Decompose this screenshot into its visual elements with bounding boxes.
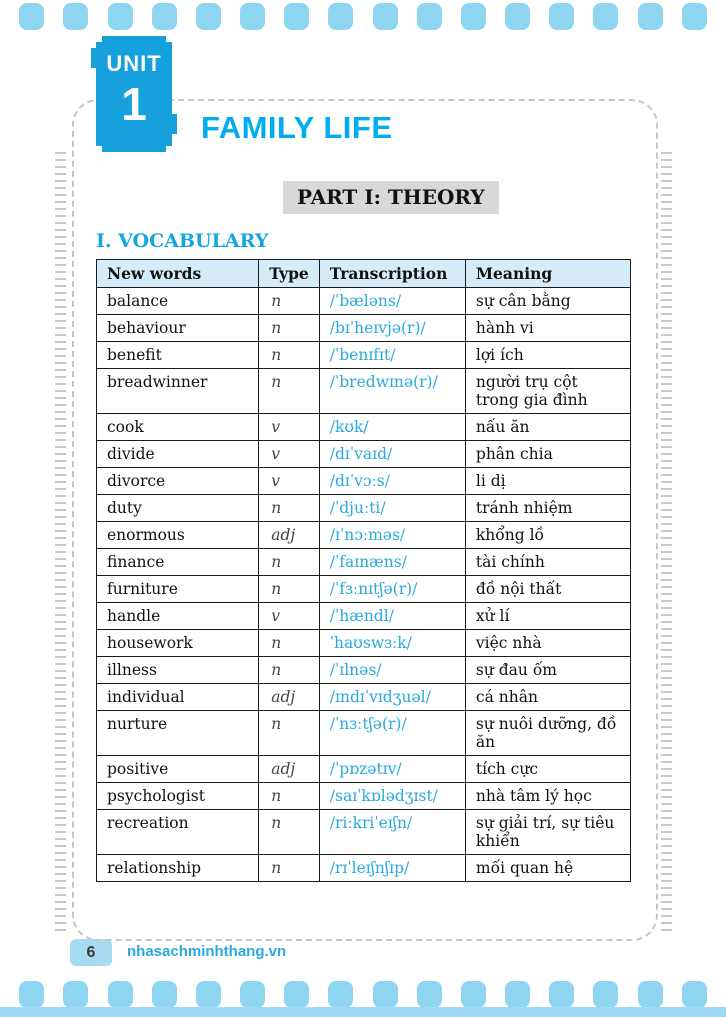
decorative-tab <box>682 3 707 30</box>
type-cell: adj <box>259 522 320 549</box>
unit-number: 1 <box>121 78 147 130</box>
word-cell: handle <box>97 603 259 630</box>
unit-badge <box>96 36 172 152</box>
word-cell: behaviour <box>97 315 259 342</box>
meaning-cell: li dị <box>465 468 630 495</box>
header-new-words: New words <box>97 260 259 288</box>
meaning-cell: mối quan hệ <box>465 855 630 882</box>
decorative-tab <box>284 3 309 30</box>
meaning-cell: nhà tâm lý học <box>465 783 630 810</box>
decorative-tab <box>19 3 44 30</box>
type-cell: n <box>259 576 320 603</box>
type-cell: n <box>259 549 320 576</box>
type-cell: v <box>259 603 320 630</box>
word-cell: duty <box>97 495 259 522</box>
type-cell: n <box>259 711 320 756</box>
type-cell: n <box>259 288 320 315</box>
meaning-cell: sự giải trí, sự tiêu khiển <box>465 810 630 855</box>
bottom-edge-bar <box>0 1007 726 1017</box>
decorative-tab <box>593 981 618 1008</box>
transcription-cell: /ˈhændl/ <box>319 603 465 630</box>
type-cell: adj <box>259 756 320 783</box>
transcription-cell: /ˈdjuːti/ <box>319 495 465 522</box>
vocab-table-body <box>97 288 631 882</box>
type-cell: n <box>259 315 320 342</box>
header-transcription: Transcription <box>319 260 465 288</box>
transcription-cell: /rɪˈleɪʃnʃɪp/ <box>319 855 465 882</box>
decorative-tab <box>461 981 486 1008</box>
vocabulary-table-wrap <box>96 259 631 882</box>
meaning-cell: xử lí <box>465 603 630 630</box>
pixel-notch <box>166 146 172 152</box>
section-heading: I. VOCABULARY <box>96 230 269 252</box>
meaning-cell: hành vi <box>465 315 630 342</box>
table-row <box>97 468 631 495</box>
decorative-tab <box>549 3 574 30</box>
transcription-cell: /dɪˈvɔːs/ <box>319 468 465 495</box>
meaning-cell: đồ nội thất <box>465 576 630 603</box>
transcription-cell: ˈhaʊswɜːk/ <box>319 630 465 657</box>
table-row <box>97 315 631 342</box>
decorative-tab <box>638 981 663 1008</box>
word-cell: individual <box>97 684 259 711</box>
page-title: FAMILY LIFE <box>201 110 393 145</box>
meaning-cell: khổng lồ <box>465 522 630 549</box>
table-row <box>97 783 631 810</box>
transcription-cell: /ˈfɜːnɪtʃə(r)/ <box>319 576 465 603</box>
word-cell: cook <box>97 414 259 441</box>
unit-label: UNIT <box>106 51 162 76</box>
decorative-tab <box>638 3 663 30</box>
table-row <box>97 441 631 468</box>
decorative-tab <box>284 981 309 1008</box>
decorative-tab <box>461 3 486 30</box>
table-row <box>97 414 631 441</box>
word-cell: breadwinner <box>97 369 259 414</box>
table-row <box>97 657 631 684</box>
meaning-cell: tích cực <box>465 756 630 783</box>
meaning-cell: lợi ích <box>465 342 630 369</box>
decorative-tab <box>593 3 618 30</box>
part-heading: PART I: THEORY <box>283 181 499 214</box>
word-cell: finance <box>97 549 259 576</box>
word-cell: housework <box>97 630 259 657</box>
decorative-tab <box>196 981 221 1008</box>
word-cell: enormous <box>97 522 259 549</box>
transcription-cell: /ˈbenɪfɪt/ <box>319 342 465 369</box>
type-cell: n <box>259 369 320 414</box>
meaning-cell: tránh nhiệm <box>465 495 630 522</box>
pixel-notch <box>166 36 172 42</box>
transcription-cell: /ɪndɪˈvɪdʒuəl/ <box>319 684 465 711</box>
transcription-cell: /dɪˈvaɪd/ <box>319 441 465 468</box>
table-row <box>97 756 631 783</box>
word-cell: psychologist <box>97 783 259 810</box>
type-cell: adj <box>259 684 320 711</box>
table-row <box>97 630 631 657</box>
type-cell: v <box>259 441 320 468</box>
transcription-cell: /ˈfaɪnæns/ <box>319 549 465 576</box>
table-row <box>97 603 631 630</box>
header-meaning: Meaning <box>465 260 630 288</box>
meaning-cell: phân chia <box>465 441 630 468</box>
type-cell: n <box>259 855 320 882</box>
word-cell: positive <box>97 756 259 783</box>
meaning-cell: sự đau ốm <box>465 657 630 684</box>
publisher-website-text: nhasachminhthang.vn <box>127 943 287 960</box>
decorative-tab <box>152 981 177 1008</box>
decorative-tab <box>19 981 44 1008</box>
table-row <box>97 288 631 315</box>
decorative-tab <box>549 981 574 1008</box>
transcription-cell: /ɪˈnɔːməs/ <box>319 522 465 549</box>
left-binding-marks <box>55 152 66 934</box>
decorative-tab <box>196 3 221 30</box>
decorative-tab <box>328 981 353 1008</box>
decorative-tab <box>417 981 442 1008</box>
pixel-notch <box>96 36 102 42</box>
type-cell: n <box>259 630 320 657</box>
decorative-tab <box>240 3 265 30</box>
word-cell: divide <box>97 441 259 468</box>
decorative-tab <box>63 3 88 30</box>
table-row <box>97 855 631 882</box>
decorative-tab <box>240 981 265 1008</box>
word-cell: relationship <box>97 855 259 882</box>
meaning-cell: cá nhân <box>465 684 630 711</box>
decorative-tab <box>63 981 88 1008</box>
table-header-row <box>97 260 631 288</box>
table-row <box>97 810 631 855</box>
table-row <box>97 495 631 522</box>
header-type: Type <box>259 260 320 288</box>
word-cell: divorce <box>97 468 259 495</box>
table-row <box>97 522 631 549</box>
meaning-cell: sự cân bằng <box>465 288 630 315</box>
type-cell: n <box>259 495 320 522</box>
page-number-badge: 6 <box>70 939 112 966</box>
transcription-cell: /bɪˈheɪvjə(r)/ <box>319 315 465 342</box>
decorative-tab <box>682 981 707 1008</box>
table-row <box>97 342 631 369</box>
transcription-cell: /saɪˈkɒlədʒɪst/ <box>319 783 465 810</box>
word-cell: balance <box>97 288 259 315</box>
transcription-cell: /ˈbæləns/ <box>319 288 465 315</box>
decorative-tab <box>373 3 398 30</box>
vocabulary-table <box>96 259 631 882</box>
type-cell: v <box>259 468 320 495</box>
table-row <box>97 576 631 603</box>
table-row <box>97 711 631 756</box>
meaning-cell: người trụ cột trong gia đình <box>465 369 630 414</box>
transcription-cell: /kʊk/ <box>319 414 465 441</box>
decorative-tab <box>328 3 353 30</box>
table-row <box>97 369 631 414</box>
type-cell: n <box>259 810 320 855</box>
transcription-cell: /riːkriˈeɪʃn/ <box>319 810 465 855</box>
bottom-tab-strip <box>0 981 726 1008</box>
right-binding-marks <box>661 152 672 934</box>
meaning-cell: nấu ăn <box>465 414 630 441</box>
decorative-tab <box>108 981 133 1008</box>
type-cell: n <box>259 783 320 810</box>
decorative-tab <box>505 981 530 1008</box>
decorative-tab <box>373 981 398 1008</box>
type-cell: n <box>259 657 320 684</box>
type-cell: n <box>259 342 320 369</box>
table-row <box>97 549 631 576</box>
word-cell: nurture <box>97 711 259 756</box>
table-row <box>97 684 631 711</box>
decorative-tab <box>152 3 177 30</box>
decorative-tab <box>505 3 530 30</box>
decorative-tab <box>417 3 442 30</box>
meaning-cell: sự nuôi dưỡng, đồ ăn <box>465 711 630 756</box>
type-cell: v <box>259 414 320 441</box>
decorative-tab <box>108 3 133 30</box>
transcription-cell: /ˈnɜːtʃə(r)/ <box>319 711 465 756</box>
transcription-cell: /ˈpɒzətɪv/ <box>319 756 465 783</box>
word-cell: recreation <box>97 810 259 855</box>
meaning-cell: việc nhà <box>465 630 630 657</box>
transcription-cell: /ˈbredwɪnə(r)/ <box>319 369 465 414</box>
word-cell: illness <box>97 657 259 684</box>
word-cell: benefit <box>97 342 259 369</box>
meaning-cell: tài chính <box>465 549 630 576</box>
pixel-notch <box>96 146 102 152</box>
word-cell: furniture <box>97 576 259 603</box>
transcription-cell: /ˈɪlnəs/ <box>319 657 465 684</box>
top-tab-strip <box>0 3 726 30</box>
